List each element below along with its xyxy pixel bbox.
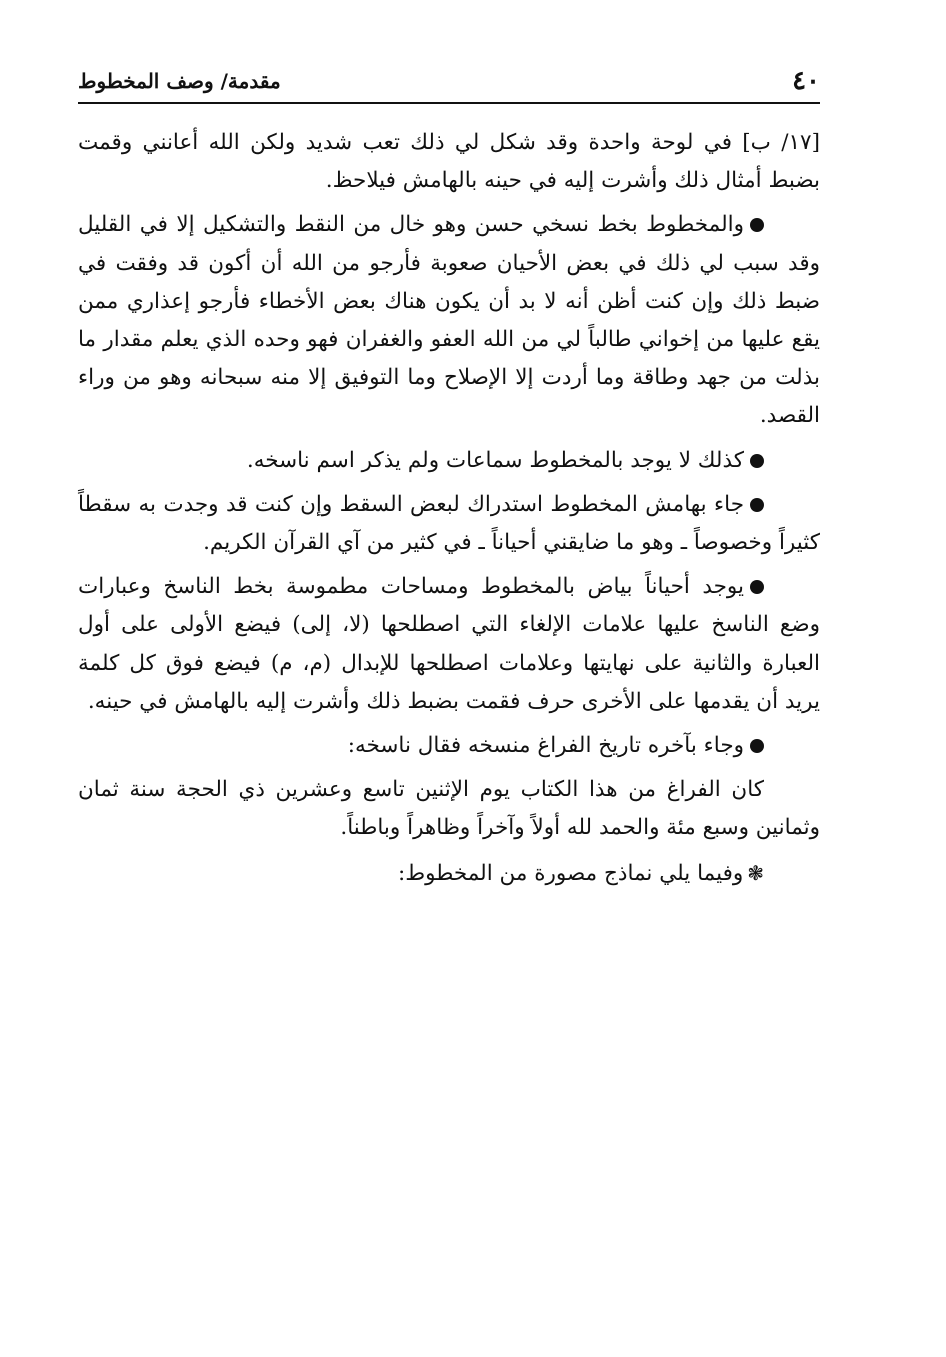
paragraph-text: جاء بهامش المخطوط استدراك لبعض السقط وإن كنت قد وجدت به سقطاً كثيراً وخصوصاً ـ وهو ما ضايقني أحياناً ـ في كثير من آي القرآن الكريم. — [78, 491, 820, 556]
page-number: ٤٠ — [792, 66, 820, 96]
bullet-icon — [750, 739, 764, 753]
star-paragraph — [78, 854, 820, 893]
bullet-icon — [750, 498, 764, 512]
paragraph-text: وجاء بآخره تاريخ الفراغ منسخه فقال ناسخه: — [347, 733, 744, 759]
bullet-paragraph — [78, 568, 820, 721]
paragraph-text: كان الفراغ من هذا الكتاب يوم الإثنين تاسع وعشرين ذي الحجة سنة ثمان وثمانين وسبع مئة والحمد لله أولاً وآخراً وظاهراً وباطناً. — [78, 777, 820, 841]
paragraph-text: وفيما يلي نماذج مصورة من المخطوط: — [397, 860, 744, 886]
paragraph-text: يوجد أحياناً بياض بالمخطوط ومساحات مطموسة بخط الناسخ وعبارات وضع الناسخ عليها علامات الإلغاء التي اصطلحها (لا، إلى) فيضع الأولى على أول العبارة والثانية على نهايتها وعلامات اصطلحها للإبدال (م، م) فيضع فوق كل كلمة يريد أن يقدمها على الأخرى حرف فقمت بضبط ذلك وأشرت إليه بالهامش في حينه. — [78, 574, 820, 714]
asterism-icon: ❃ — [747, 860, 764, 885]
quote-paragraph — [78, 771, 820, 847]
paragraph-continuation — [78, 124, 820, 200]
bullet-paragraph — [78, 727, 820, 765]
bullet-paragraph — [78, 442, 820, 480]
paragraph-text: والمخطوط بخط نسخي حسن وهو خال من النقط والتشكيل إلا في القليل وقد سبب لي ذلك في بعض الأحيان صعوبة فأرجو من الله أن أكون قد وفقت في ضبط ذلك وإن كنت أظن أنه لا بد أن يكون هناك بعض الأخطاء فأرجو إعذاري ممن يقع عليها من إخواني طالباً لي من الله العفو والغفران فهو وحده الذي يعلم مقدار ما بذلت من جهد وطاقة وما أردت إلا الإصلاح وما التوفيق إلا منه سبحانه وهو من وراء القصد. — [78, 212, 820, 429]
running-head: مقدمة/ وصف المخطوط — [78, 69, 281, 93]
bullet-paragraph — [78, 206, 820, 435]
page-header — [78, 62, 820, 104]
paragraph-text: [١٧/ ب] في لوحة واحدة وقد شكل لي ذلك تعب شديد ولكن الله أعانني وقمت بضبط أمثال ذلك وأشرت إليه في حينه بالهامش فيلاحظ. — [78, 130, 820, 194]
bullet-paragraph — [78, 486, 820, 562]
bullet-icon — [750, 580, 764, 594]
bullet-icon — [750, 454, 764, 468]
bullet-icon — [750, 218, 764, 232]
paragraph-text: كذلك لا يوجد بالمخطوط سماعات ولم يذكر اسم ناسخه. — [246, 447, 744, 473]
body-text — [78, 124, 820, 899]
